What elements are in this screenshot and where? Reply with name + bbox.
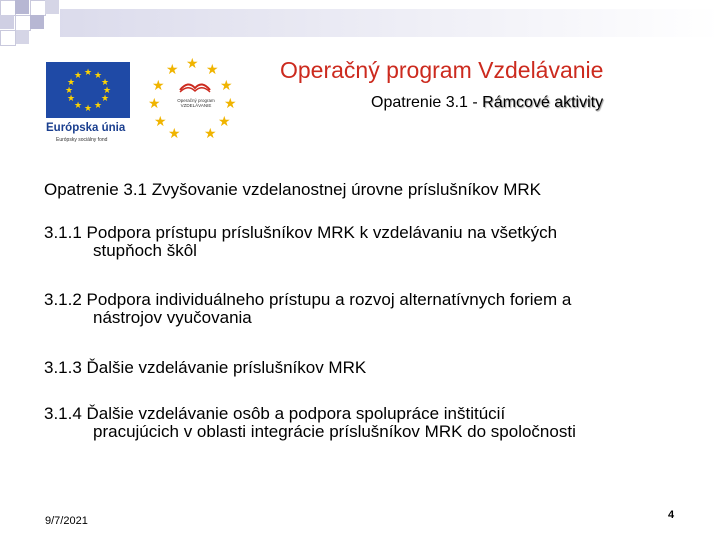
list-item-line1: 3.1.3 Ďalšie vzdelávanie príslušníkov MRK xyxy=(44,358,367,377)
op-logo-caption: Operačný program VZDELÁVANIE xyxy=(177,98,215,108)
star-icon: ★ xyxy=(94,100,103,110)
deco-square xyxy=(15,0,29,14)
eu-label: Európska únia xyxy=(46,122,126,134)
star-icon: ★ xyxy=(154,113,167,129)
measure-highlight: Rámcové aktivity xyxy=(482,94,604,111)
star-icon: ★ xyxy=(67,77,76,87)
star-icon: ★ xyxy=(186,55,199,71)
star-icon: ★ xyxy=(101,77,110,87)
list-item-line2: pracujúcich v oblasti integrácie príslušníkov MRK do spoločnosti xyxy=(93,422,576,441)
deco-square xyxy=(0,30,16,46)
list-item-line2: nástrojov vyučovania xyxy=(93,308,252,327)
star-icon: ★ xyxy=(94,70,103,80)
list-item xyxy=(44,223,694,261)
deco-square xyxy=(0,0,16,16)
list-item-line2: stupňoch škôl xyxy=(93,241,197,260)
star-icon: ★ xyxy=(65,85,74,95)
deco-square xyxy=(30,0,46,16)
star-icon: ★ xyxy=(204,125,217,141)
star-icon: ★ xyxy=(74,70,83,80)
page-number: 4 xyxy=(668,509,675,521)
list-item-line1: 3.1.2 Podpora individuálneho prístupu a rozvoj alternatívnych foriem a xyxy=(44,290,572,309)
decorative-squares xyxy=(0,0,720,50)
deco-square xyxy=(15,30,29,44)
deco-square xyxy=(30,15,44,29)
star-icon: ★ xyxy=(67,93,76,103)
list-item xyxy=(44,290,694,328)
star-icon: ★ xyxy=(103,85,112,95)
deco-square xyxy=(0,15,14,29)
star-icon: ★ xyxy=(152,77,165,93)
eu-sublabel: Európsky sociálny fond xyxy=(56,137,108,143)
book-icon xyxy=(178,76,212,94)
footer-date: 9/7/2021 xyxy=(45,515,88,527)
list-item-line1: 3.1.4 Ďalšie vzdelávanie osôb a podpora spolupráce inštitúcií xyxy=(44,404,506,423)
star-icon: ★ xyxy=(206,61,219,77)
measure-heading: Opatrenie 3.1 Zvyšovanie vzdelanostnej úrovne príslušníkov MRK xyxy=(44,180,542,199)
list-item xyxy=(44,358,694,378)
star-icon: ★ xyxy=(168,125,181,141)
measure-prefix: Opatrenie 3.1 - xyxy=(371,94,483,111)
program-title: Operačný program Vzdelávanie xyxy=(280,57,604,83)
list-item xyxy=(44,404,694,442)
list-item-line1: 3.1.1 Podpora prístupu príslušníkov MRK k vzdelávaniu na všetkých xyxy=(44,223,558,242)
star-icon: ★ xyxy=(166,61,179,77)
deco-square xyxy=(45,0,59,14)
star-icon: ★ xyxy=(218,113,231,129)
star-icon: ★ xyxy=(84,67,93,77)
deco-square xyxy=(15,15,31,31)
eu-flag-logo xyxy=(46,62,130,118)
star-icon: ★ xyxy=(220,77,233,93)
star-icon: ★ xyxy=(224,95,237,111)
star-icon: ★ xyxy=(148,95,161,111)
star-icon: ★ xyxy=(74,100,83,110)
header-gradient-bar xyxy=(60,9,720,37)
measure-subtitle xyxy=(371,94,603,112)
star-icon: ★ xyxy=(84,103,93,113)
star-icon: ★ xyxy=(101,93,110,103)
